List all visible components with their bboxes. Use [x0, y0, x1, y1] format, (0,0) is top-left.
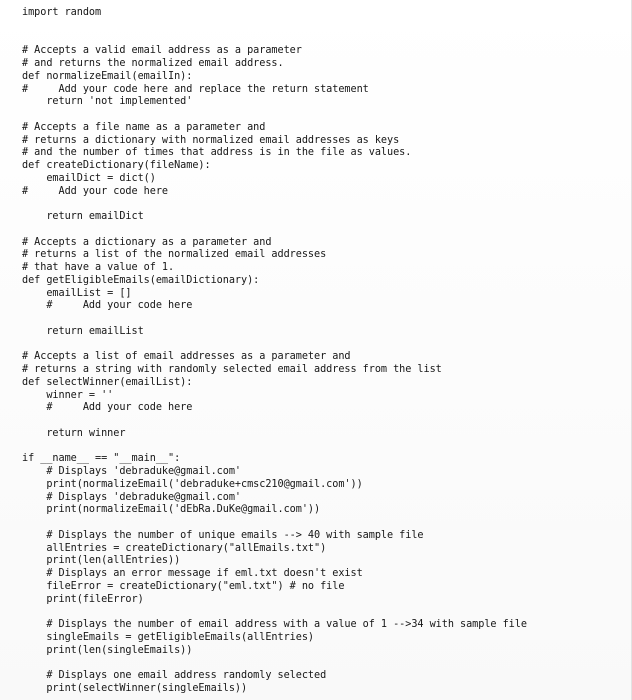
code-line: winner = '': [22, 389, 114, 401]
code-line: # Add your code here and replace the return statement: [22, 83, 369, 95]
code-line: [22, 517, 626, 530]
code-line: # Displays 'debraduke@gmail.com': [22, 466, 242, 477]
code-listing: [22, 7, 626, 696]
code-line: def selectWinner(emailList):: [22, 376, 193, 388]
code-line: return 'not implemented': [22, 96, 193, 108]
code-line: # returns a dictionary with normalized email addresses as keys: [22, 134, 400, 146]
code-line: [22, 198, 626, 211]
code-line: # returns a list of the normalized email addresses: [22, 249, 327, 261]
code-line: [22, 313, 626, 326]
code-line: return emailList: [22, 325, 144, 337]
code-line: return emailDict: [22, 211, 144, 222]
code-line: def getEligibleEmails(emailDictionary):: [22, 274, 260, 286]
code-line: def normalizeEmail(emailIn):: [22, 70, 193, 82]
code-line: # Displays the number of unique emails --> 40 with sample file: [22, 529, 424, 541]
code-line: # Add your code here: [22, 300, 193, 312]
code-line: # Add your code here: [22, 402, 193, 414]
code-line: if __name__ == "__main__":: [22, 453, 181, 465]
code-line: [22, 33, 626, 46]
code-line: import random: [22, 7, 102, 18]
code-line: [22, 224, 626, 237]
code-line: # Displays one email address randomly selected: [22, 670, 327, 681]
code-line: [22, 441, 626, 454]
code-line: [22, 657, 626, 670]
code-line: print(selectWinner(singleEmails)): [22, 682, 248, 694]
code-line: allEntries = createDictionary("allEmails.txt"): [22, 542, 327, 554]
code-line: print(len(singleEmails)): [22, 644, 193, 656]
code-line: [22, 20, 626, 33]
code-line: # and returns the normalized email address.: [22, 58, 284, 69]
code-line: [22, 606, 626, 619]
code-line: # returns a string with randomly selected email address from the list: [22, 364, 442, 375]
code-line: # Displays 'debraduke@gmail.com': [22, 491, 242, 503]
code-line: emailDict = dict(): [22, 172, 156, 184]
code-line: # that have a value of 1.: [22, 262, 175, 273]
code-line: fileError = createDictionary("eml.txt") # no file: [22, 580, 345, 592]
code-line: # Displays the number of email address with a value of 1 -->34 with sample file: [22, 619, 527, 630]
code-line: [22, 415, 626, 428]
code-line: print(len(allEntries)): [22, 555, 181, 567]
code-line: # Accepts a dictionary as a parameter and: [22, 236, 272, 248]
code-line: singleEmails = getEligibleEmails(allEntries): [22, 631, 315, 643]
code-line: print(normalizeEmail('debraduke+cmsc210@gmail.com')): [22, 478, 363, 490]
code-line: emailList = []: [22, 287, 132, 299]
code-line: return winner: [22, 427, 126, 439]
code-line: [22, 339, 626, 352]
code-line: # Displays an error message if eml.txt doesn't exist: [22, 568, 363, 579]
code-line: # Add your code here: [22, 185, 169, 197]
code-line: # and the number of times that address is in the file as values.: [22, 147, 412, 159]
code-line: print(normalizeEmail('dEbRa.DuKe@gmail.com')): [22, 504, 321, 516]
code-line: def createDictionary(fileName):: [22, 160, 211, 171]
code-line: print(fileError): [22, 593, 144, 605]
code-line: # Accepts a valid email address as a parameter: [22, 45, 302, 57]
code-line: # Accepts a file name as a parameter and: [22, 121, 266, 133]
code-line: # Accepts a list of email addresses as a parameter and: [22, 351, 351, 363]
code-line: [22, 109, 626, 122]
